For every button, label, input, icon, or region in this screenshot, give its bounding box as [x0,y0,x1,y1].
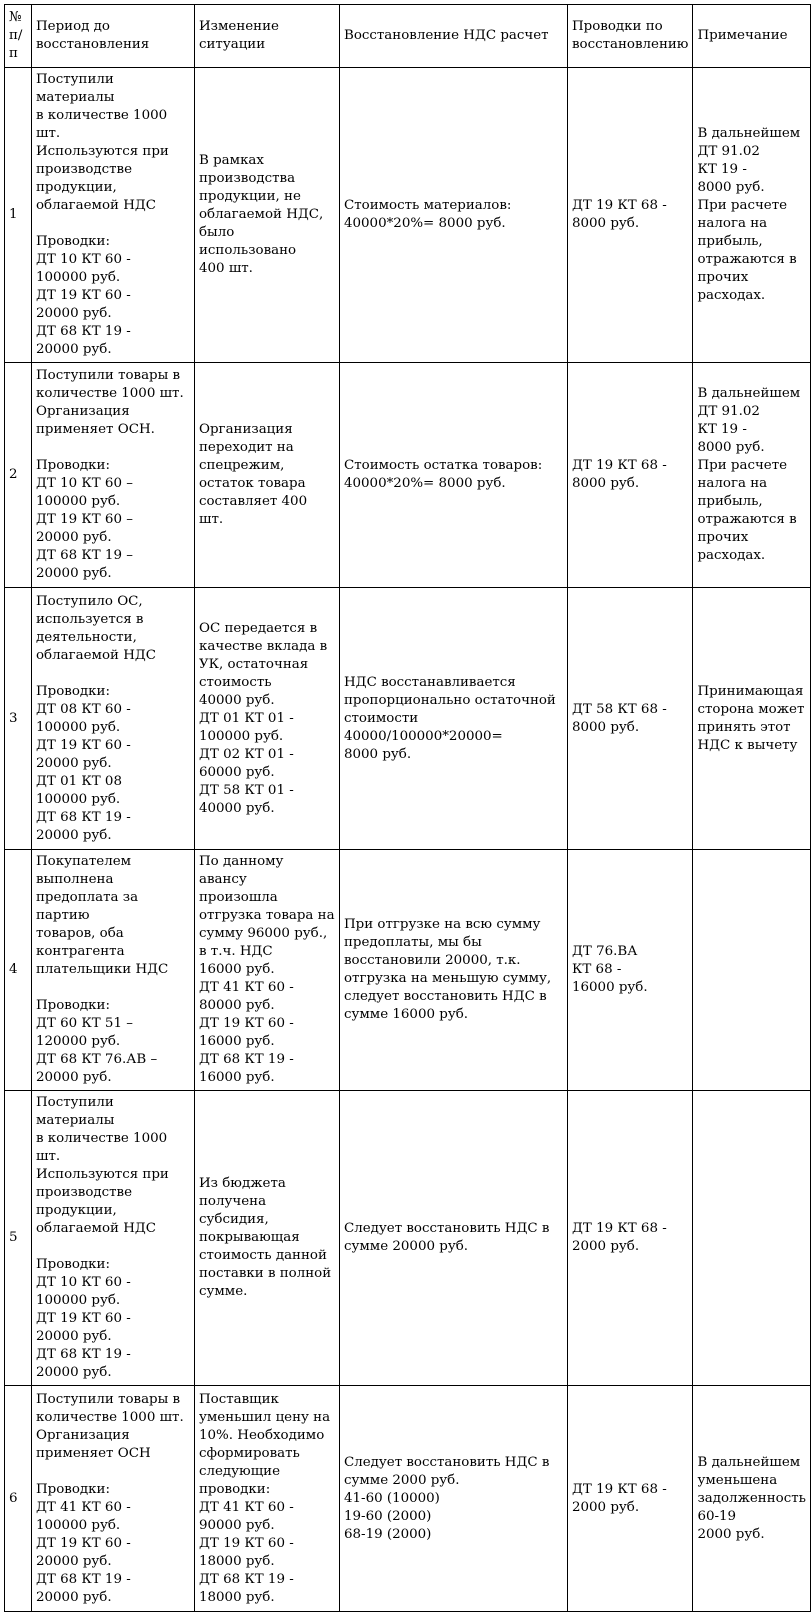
vat-table-container [4,4,811,1612]
cell-calc: При отгрузке на всю сумму предоплаты, мы бы восстановили 20000, т.к. отгрузка на меньшую сумму, следует восстановить НДС в сумме 16000 руб. [340,850,568,1091]
cell-entries: ДТ 19 КТ 68 - 8000 руб. [568,68,693,363]
cell-entries: ДТ 19 КТ 68 - 2000 руб. [568,1386,693,1612]
cell-entries: ДТ 76.ВА КТ 68 - 16000 руб. [568,850,693,1091]
vat-restoration-table [4,4,811,1612]
header-num: № п/ п [5,5,32,68]
cell-entries: ДТ 19 КТ 68 - 2000 руб. [568,1091,693,1386]
cell-note: В дальнейшем уменьшена задолженность 60-19 2000 руб. [693,1386,810,1612]
cell-period: Поступило ОС, используется в деятельности, облагаемой НДС Проводки: ДТ 08 КТ 60 - 100000 руб. ДТ 19 КТ 60 - 20000 руб. ДТ 01 КТ 08 100000 руб. ДТ 68 КТ 19 - 20000 руб. [32,588,195,850]
table-row [5,1386,811,1612]
cell-num: 2 [5,363,32,588]
header-period: Период до восстановления [32,5,195,68]
cell-note: Принимающая сторона может принять этот НДС к вычету [693,588,810,850]
cell-note: В дальнейшем ДТ 91.02 КТ 19 - 8000 руб. При расчете налога на прибыль, отражаются в прочих расходах. [693,363,810,588]
cell-note: В дальнейшем ДТ 91.02 КТ 19 - 8000 руб. При расчете налога на прибыль, отражаются в прочих расходах. [693,68,810,363]
table-row [5,588,811,850]
table-row [5,850,811,1091]
cell-change: Организация переходит на спецрежим, остаток товара составляет 400 шт. [195,363,340,588]
cell-note [693,850,810,1091]
cell-change: ОС передается в качестве вклада в УК, остаточная стоимость 40000 руб. ДТ 01 КТ 01 - 100000 руб. ДТ 02 КТ 01 - 60000 руб. ДТ 58 КТ 01 - 40000 руб. [195,588,340,850]
cell-calc: НДС восстанавливается пропорционально остаточной стоимости 40000/100000*20000= 8000 руб. [340,588,568,850]
cell-change: Поставщик уменьшил цену на 10%. Необходимо сформировать следующие проводки: ДТ 41 КТ 60 - 90000 руб. ДТ 19 КТ 60 - 18000 руб. ДТ 68 КТ 19 - 18000 руб. [195,1386,340,1612]
header-note: Примечание [693,5,810,68]
header-row [5,5,811,68]
table-row [5,1091,811,1386]
cell-num: 4 [5,850,32,1091]
cell-entries: ДТ 19 КТ 68 - 8000 руб. [568,363,693,588]
cell-change: В рамках производства продукции, не облагаемой НДС, было использовано 400 шт. [195,68,340,363]
header-change: Изменение ситуации [195,5,340,68]
cell-period: Поступили товары в количестве 1000 шт. Организация применяет ОСН Проводки: ДТ 41 КТ 60 - 100000 руб. ДТ 19 КТ 60 - 20000 руб. ДТ 68 КТ 19 - 20000 руб. [32,1386,195,1612]
cell-note [693,1091,810,1386]
cell-num: 6 [5,1386,32,1612]
header-entries: Проводки по восстановлению [568,5,693,68]
cell-period: Поступили материалы в количестве 1000 шт. Используются при производстве продукции, облагаемой НДС Проводки: ДТ 10 КТ 60 - 100000 руб. ДТ 19 КТ 60 - 20000 руб. ДТ 68 КТ 19 - 20000 руб. [32,68,195,363]
cell-change: Из бюджета получена субсидия, покрывающая стоимость данной поставки в полной сумме. [195,1091,340,1386]
cell-period: Поступили материалы в количестве 1000 шт. Используются при производстве продукции, облагаемой НДС Проводки: ДТ 10 КТ 60 - 100000 руб. ДТ 19 КТ 60 - 20000 руб. ДТ 68 КТ 19 - 20000 руб. [32,1091,195,1386]
cell-calc: Стоимость материалов: 40000*20%= 8000 руб. [340,68,568,363]
cell-change: По данному авансу произошла отгрузка товара на сумму 96000 руб., в т.ч. НДС 16000 руб. ДТ 41 КТ 60 - 80000 руб. ДТ 19 КТ 60 - 16000 руб. ДТ 68 КТ 19 - 16000 руб. [195,850,340,1091]
cell-entries: ДТ 58 КТ 68 - 8000 руб. [568,588,693,850]
cell-num: 5 [5,1091,32,1386]
cell-num: 3 [5,588,32,850]
cell-num: 1 [5,68,32,363]
table-row [5,68,811,363]
header-calc: Восстановление НДС расчет [340,5,568,68]
cell-period: Покупателем выполнена предоплата за партию товаров, оба контрагента плательщики НДС Проводки: ДТ 60 КТ 51 – 120000 руб. ДТ 68 КТ 76.АВ – 20000 руб. [32,850,195,1091]
cell-calc: Стоимость остатка товаров: 40000*20%= 8000 руб. [340,363,568,588]
cell-calc: Следует восстановить НДС в сумме 20000 руб. [340,1091,568,1386]
cell-period: Поступили товары в количестве 1000 шт. Организация применяет ОСН. Проводки: ДТ 10 КТ 60 – 100000 руб. ДТ 19 КТ 60 – 20000 руб. ДТ 68 КТ 19 – 20000 руб. [32,363,195,588]
cell-calc: Следует восстановить НДС в сумме 2000 руб. 41-60 (10000) 19-60 (2000) 68-19 (2000) [340,1386,568,1612]
table-row [5,363,811,588]
